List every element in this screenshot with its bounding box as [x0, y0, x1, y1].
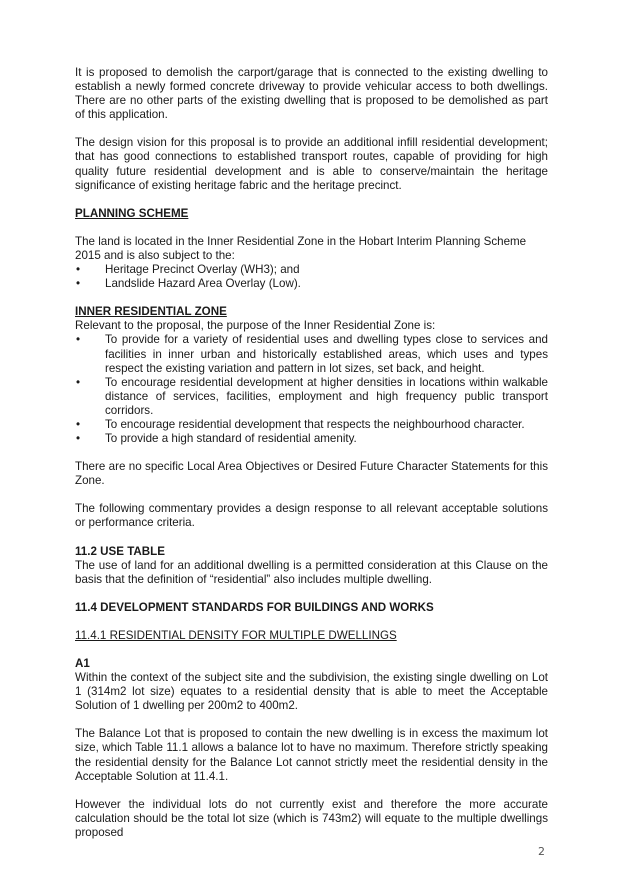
a1-text: Within the context of the subject site and the subdivision, the existing single dwelling on Lot 1 (314m2 lot size) equates to a residential density that is able to meet the Acceptable Solution of 1 dwelling per 200m2 to 400m2.: [75, 671, 548, 713]
a1-label: A1: [75, 657, 90, 670]
inner-residential-intro: Relevant to the proposal, the purpose of the Inner Residential Zone is:: [75, 319, 436, 333]
document-page: [75, 66, 548, 840]
heading-planning-scheme: PLANNING SCHEME: [75, 206, 189, 220]
use-table-text: The use of land for an additional dwelling is a permitted consideration at this Clause on the basis that the definition of “residential” also includes multiple dwelling.: [75, 558, 548, 586]
list-item: • Heritage Precinct Overlay (WH3); and: [76, 263, 300, 277]
list-item: • To provide a high standard of residential amenity.: [76, 432, 357, 446]
bullet-icon: •: [76, 277, 81, 291]
planning-scheme-text: The land is located in the Inner Residential Zone in the Hobart Interim Planning Scheme 2015 and is also subject to the:: [75, 234, 527, 262]
bullet-icon: •: [76, 375, 81, 389]
list-item: • To encourage residential development that respects the neighbourhood character.: [76, 417, 525, 431]
bullet-icon: •: [76, 333, 81, 347]
bullet-icon: •: [76, 432, 81, 446]
heading-inner-residential-zone: INNER RESIDENTIAL ZONE: [75, 305, 227, 319]
however-text: However the individual lots do not currently exist and therefore the more accurate calculation should be the total lot size (which is 743m2) will equate to the multiple dwellings proposed: [75, 797, 548, 839]
page-number: 2: [538, 845, 545, 858]
inner-residential-bullet-list: [75, 333, 548, 446]
intro-paragraph-design-vision: The design vision for this proposal is to provide an additional infill residential development; that has good connections to established transport routes, capable of providing for high quality future residential development and is able to conserve/maintain the heritage significance of existing heritage fabric and the heritage precinct.: [75, 136, 548, 192]
bullet-icon: •: [76, 417, 81, 431]
heading-use-table: 11.2 USE TABLE: [75, 544, 165, 558]
commentary-note: The following commentary provides a design response to all relevant acceptable solutions or performance criteria.: [75, 502, 548, 530]
list-item: • Landslide Hazard Area Overlay (Low).: [76, 277, 301, 291]
local-area-objectives-note: There are no specific Local Area Objectives or Desired Future Character Statements for this Zone.: [75, 460, 548, 488]
planning-scheme-bullet-list: [75, 263, 548, 291]
bullet-icon: •: [76, 263, 81, 277]
intro-paragraph-demolition: It is proposed to demolish the carport/garage that is connected to the existing dwelling to establish a newly formed concrete driveway to provide vehicular access to both dwellings. There are no other parts of the existing dwelling that is proposed to be demolished as part of this application.: [75, 66, 548, 122]
heading-development-standards: 11.4 DEVELOPMENT STANDARDS FOR BUILDINGS AND WORKS: [75, 600, 434, 614]
subheading-residential-density: 11.4.1 RESIDENTIAL DENSITY FOR MULTIPLE DWELLINGS: [75, 628, 397, 642]
list-item: • To encourage residential development at higher densities in locations within walkable distance of services, facilities, employment and high frequency public transport corridors.: [76, 375, 548, 417]
list-item: • To provide for a variety of residential uses and dwelling types close to services and facilities in inner urban and historically established areas, which uses and types respect the existing variation and pattern in lot sizes, set back, and height.: [76, 333, 548, 375]
balance-lot-text: The Balance Lot that is proposed to contain the new dwelling is in excess the maximum lot size, which Table 11.1 allows a balance lot to have no maximum. Therefore strictly speaking the residential density for the Balance Lot cannot strictly meet the residential density in the Acceptable Solution at 11.4.1.: [75, 727, 548, 783]
